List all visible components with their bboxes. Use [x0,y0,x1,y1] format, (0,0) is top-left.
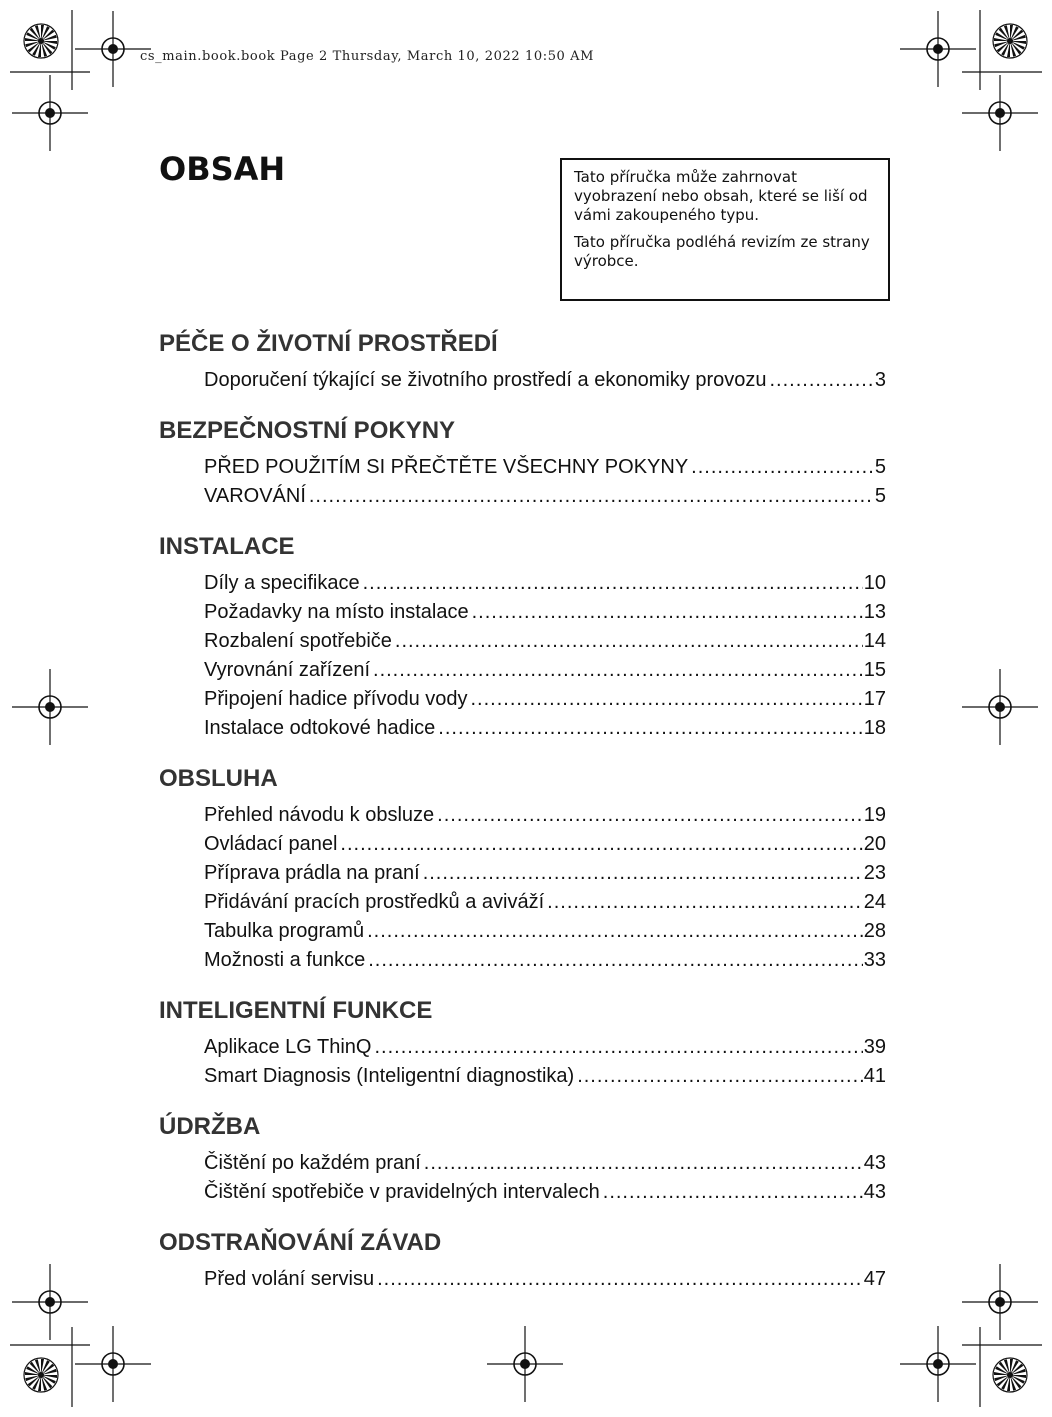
toc-entry-page: 28 [863,920,886,942]
toc-entry[interactable] [204,1033,886,1062]
toc-entry[interactable] [204,859,886,888]
toc-entry[interactable] [204,1178,886,1207]
toc-section-title: PÉČE O ŽIVOTNÍ PROSTŘEDÍ [159,330,498,357]
dot-leader [368,946,863,975]
toc-entry[interactable] [204,656,886,685]
dot-leader [375,1033,863,1062]
dot-leader [373,656,863,685]
notice-line-1: Tato příručka může zahrnovat vyobrazení nebo obsah, které se liší od vámi zakoupeného typu. [574,168,868,224]
toc-entry-label: Požadavky na místo instalace [204,601,469,623]
toc-entry-page: 24 [863,891,886,913]
toc-section [159,328,886,395]
toc-entry[interactable] [204,830,886,859]
toc-entry-label: Čištění po každém praní [204,1152,421,1174]
toc-section-title: OBSLUHA [159,765,278,792]
dot-leader [424,1149,863,1178]
dot-leader [438,714,862,743]
dot-leader [691,453,874,482]
toc-entry[interactable] [204,1062,886,1091]
toc-entry-page: 43 [863,1181,886,1203]
toc-entry-label: Vyrovnání zařízení [204,659,371,681]
toc-entry[interactable] [204,946,886,975]
toc-entry-page: 43 [863,1152,886,1174]
toc-entry[interactable] [204,482,886,511]
toc-entry[interactable] [204,917,886,946]
toc-entry-page: 15 [863,659,886,681]
toc-entry-label: Aplikace LG ThinQ [204,1036,372,1058]
toc-entry-page: 47 [863,1268,886,1290]
toc-entry[interactable] [204,1265,886,1294]
notice-line-2: Tato příručka podléhá revizím ze strany výrobce. [574,233,870,270]
dot-leader [340,830,862,859]
toc-entry-page: 23 [863,862,886,884]
toc-entry[interactable] [204,714,886,743]
toc-section [159,1111,886,1207]
toc-entry-page: 3 [874,369,886,391]
toc-entry[interactable] [204,366,886,395]
toc-section-title: ÚDRŽBA [159,1113,261,1140]
toc-entry[interactable] [204,1149,886,1178]
dot-leader [437,801,863,830]
toc-entry-label: Rozbalení spotřebiče [204,630,392,652]
dot-leader [377,1265,863,1294]
dot-leader [471,685,863,714]
dot-leader [363,569,863,598]
toc-entry-label: VAROVÁNÍ [204,485,306,507]
dot-leader [577,1062,863,1091]
toc-entry[interactable] [204,627,886,656]
toc-entry-label: Instalace odtokové hadice [204,717,436,739]
toc-entry-page: 17 [863,688,886,710]
dot-leader [395,627,863,656]
toc-section [159,763,886,975]
dot-leader [472,598,863,627]
toc-entry[interactable] [204,453,886,482]
dot-leader [770,366,874,395]
toc-entry-label: Přehled návodu k obsluze [204,804,435,826]
toc-entry[interactable] [204,598,886,627]
toc-entry-page: 39 [863,1036,886,1058]
toc-section [159,415,886,511]
dot-leader [367,917,863,946]
toc-entry-page: 20 [863,833,886,855]
toc-entry-label: Ovládací panel [204,833,338,855]
toc-entry[interactable] [204,888,886,917]
toc-entry-label: Připojení hadice přívodu vody [204,688,468,710]
dot-leader [309,482,874,511]
dot-leader [423,859,863,888]
toc-entry-label: Díly a specifikace [204,572,360,594]
toc-entry-page: 5 [874,485,886,507]
toc-entry-page: 14 [863,630,886,652]
toc-entry-page: 5 [874,456,886,478]
table-of-contents [159,328,886,1314]
dot-leader [603,1178,863,1207]
toc-section-title: INSTALACE [159,533,295,560]
toc-entry-label: Příprava prádla na praní [204,862,420,884]
toc-section [159,531,886,743]
toc-section-title: BEZPEČNOSTNÍ POKYNY [159,417,456,444]
toc-entry-label: Možnosti a funkce [204,949,366,971]
toc-entry-label: Smart Diagnosis (Inteligentní diagnostika) [204,1065,575,1087]
dot-leader [547,888,863,917]
print-header: cs_main.book.book Page 2 Thursday, March 10, 2022 10:50 AM [140,49,595,64]
toc-entry-label: Tabulka programů [204,920,365,942]
toc-entry-page: 10 [863,572,886,594]
toc-entry[interactable] [204,801,886,830]
toc-entry-label: Před volání servisu [204,1268,375,1290]
toc-section-title: INTELIGENTNÍ FUNKCE [159,997,433,1024]
toc-entry-page: 33 [863,949,886,971]
toc-entry[interactable] [204,685,886,714]
toc-entry-page: 13 [863,601,886,623]
toc-entry-page: 18 [863,717,886,739]
toc-section-title: ODSTRAŇOVÁNÍ ZÁVAD [159,1229,442,1256]
toc-entry-label: Čištění spotřebiče v pravidelných intervalech [204,1181,600,1203]
toc-entry-page: 19 [863,804,886,826]
toc-section [159,995,886,1091]
toc-entry-label: Přidávání pracích prostředků a aviváží [204,891,545,913]
notice-box [560,158,890,301]
toc-section [159,1227,886,1294]
toc-entry-label: PŘED POUŽITÍM SI PŘEČTĚTE VŠECHNY POKYNY [204,456,689,478]
page-title: OBSAH [159,150,286,188]
toc-entry-page: 41 [863,1065,886,1087]
toc-entry-label: Doporučení týkající se životního prostředí a ekonomiky provozu [204,369,767,391]
toc-entry[interactable] [204,569,886,598]
